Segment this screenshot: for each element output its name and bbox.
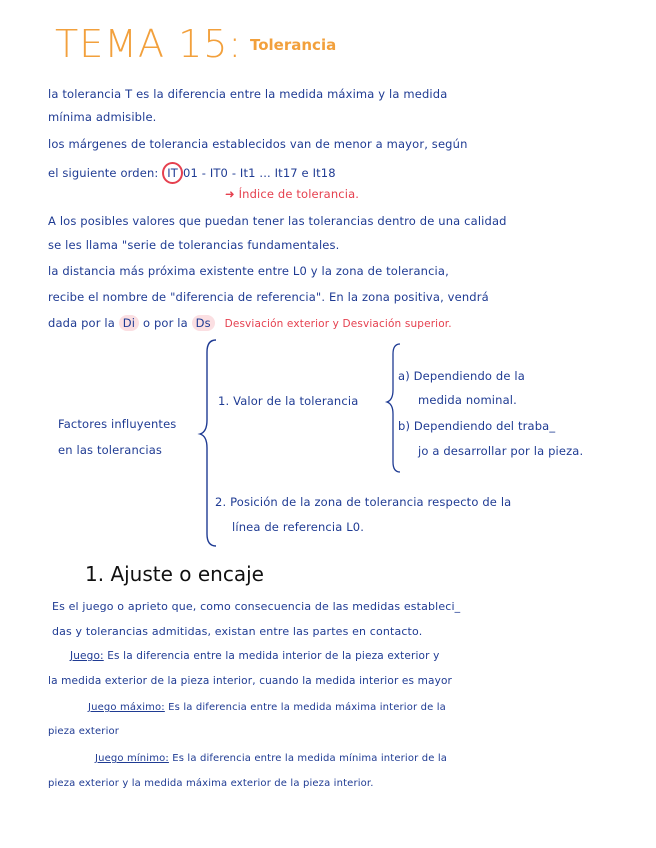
juego-max-term: Juego máximo: (88, 702, 165, 713)
juego-line-1 (70, 650, 439, 662)
factors-label-2: en las tolerancias (58, 443, 163, 457)
it-circle: IT (162, 162, 183, 184)
factor-item-1: 1. Valor de la tolerancia (218, 394, 359, 408)
para2-line-1: A los posibles valores que puedan tener las tolerancias dentro de una calidad (48, 214, 507, 228)
juego-min-term: Juego mínimo: (95, 753, 169, 764)
para2-start: dada por la (48, 316, 115, 330)
sub-a-line-1: a) Dependiendo de la (398, 369, 525, 383)
page-title: TEMA 15: (55, 22, 243, 66)
juego-min-line-1 (95, 753, 447, 764)
section-body-2: das y tolerancias admitidas, existan entre las partes en contacto. (52, 625, 423, 638)
section-body-1: Es el juego o aprieto que, como consecuencia de las medidas estableci_ (52, 600, 461, 613)
sub-b-line-1: b) Dependiendo del traba_ (398, 419, 556, 433)
juego-term: Juego: (70, 650, 104, 662)
juego-max-def-1: Es la diferencia entre la medida máxima interior de la (168, 702, 446, 713)
juego-min-def-1: Es la diferencia entre la medida mínima interior de la (172, 753, 448, 764)
para2-middle: o por la (142, 316, 188, 330)
intro-line-2: mínima admisible. (48, 110, 157, 124)
intro-line-1: la tolerancia T es la diferencia entre la medida máxima y la medida (48, 87, 448, 101)
small-brace (387, 344, 400, 472)
para2-line-2: se les llama "serie de tolerancias fundamentales. (48, 238, 340, 252)
intro-line-3: los márgenes de tolerancia establecidos van de menor a mayor, según (48, 137, 468, 151)
factor-item-2-line-2: línea de referencia L0. (232, 520, 365, 534)
juego-max-line-2: pieza exterior (48, 726, 120, 737)
order-prefix: el siguiente orden: (48, 166, 159, 180)
juego-line-2: la medida exterior de la pieza interior, cuando la medida interior es mayor (48, 675, 452, 687)
large-brace (200, 340, 216, 546)
para2-line-4: recibe el nombre de "diferencia de referencia". En la zona positiva, vendrá (48, 290, 489, 304)
juego-max-line-1 (88, 702, 446, 713)
factors-label-1: Factores influyentes (58, 417, 177, 431)
arrow-right-icon: ➜ (225, 187, 239, 201)
page-subtitle: Tolerancia (250, 36, 337, 54)
sub-b-line-2: jo a desarrollar por la pieza. (418, 444, 584, 458)
deviation-note: Desviación exterior y Desviación superior. (224, 318, 452, 330)
section-heading: 1. Ajuste o encaje (85, 562, 264, 586)
sub-a-line-2: medida nominal. (418, 393, 517, 407)
juego-min-line-2: pieza exterior y la medida máxima exterior de la pieza interior. (48, 778, 374, 789)
para2-line-3: la distancia más próxima existente entre L0 y la zona de tolerancia, (48, 264, 449, 278)
factor-item-2-line-1: 2. Posición de la zona de tolerancia respecto de la (215, 495, 512, 509)
order-rest: 01 - IT0 - It1 ... It17 e It18 (182, 166, 336, 180)
index-note-text: Índice de tolerancia. (238, 187, 360, 201)
juego-def-1: Es la diferencia entre la medida interior de la pieza exterior y (107, 650, 440, 662)
di-highlight: Di (119, 315, 139, 331)
ds-highlight: Ds (192, 315, 215, 331)
